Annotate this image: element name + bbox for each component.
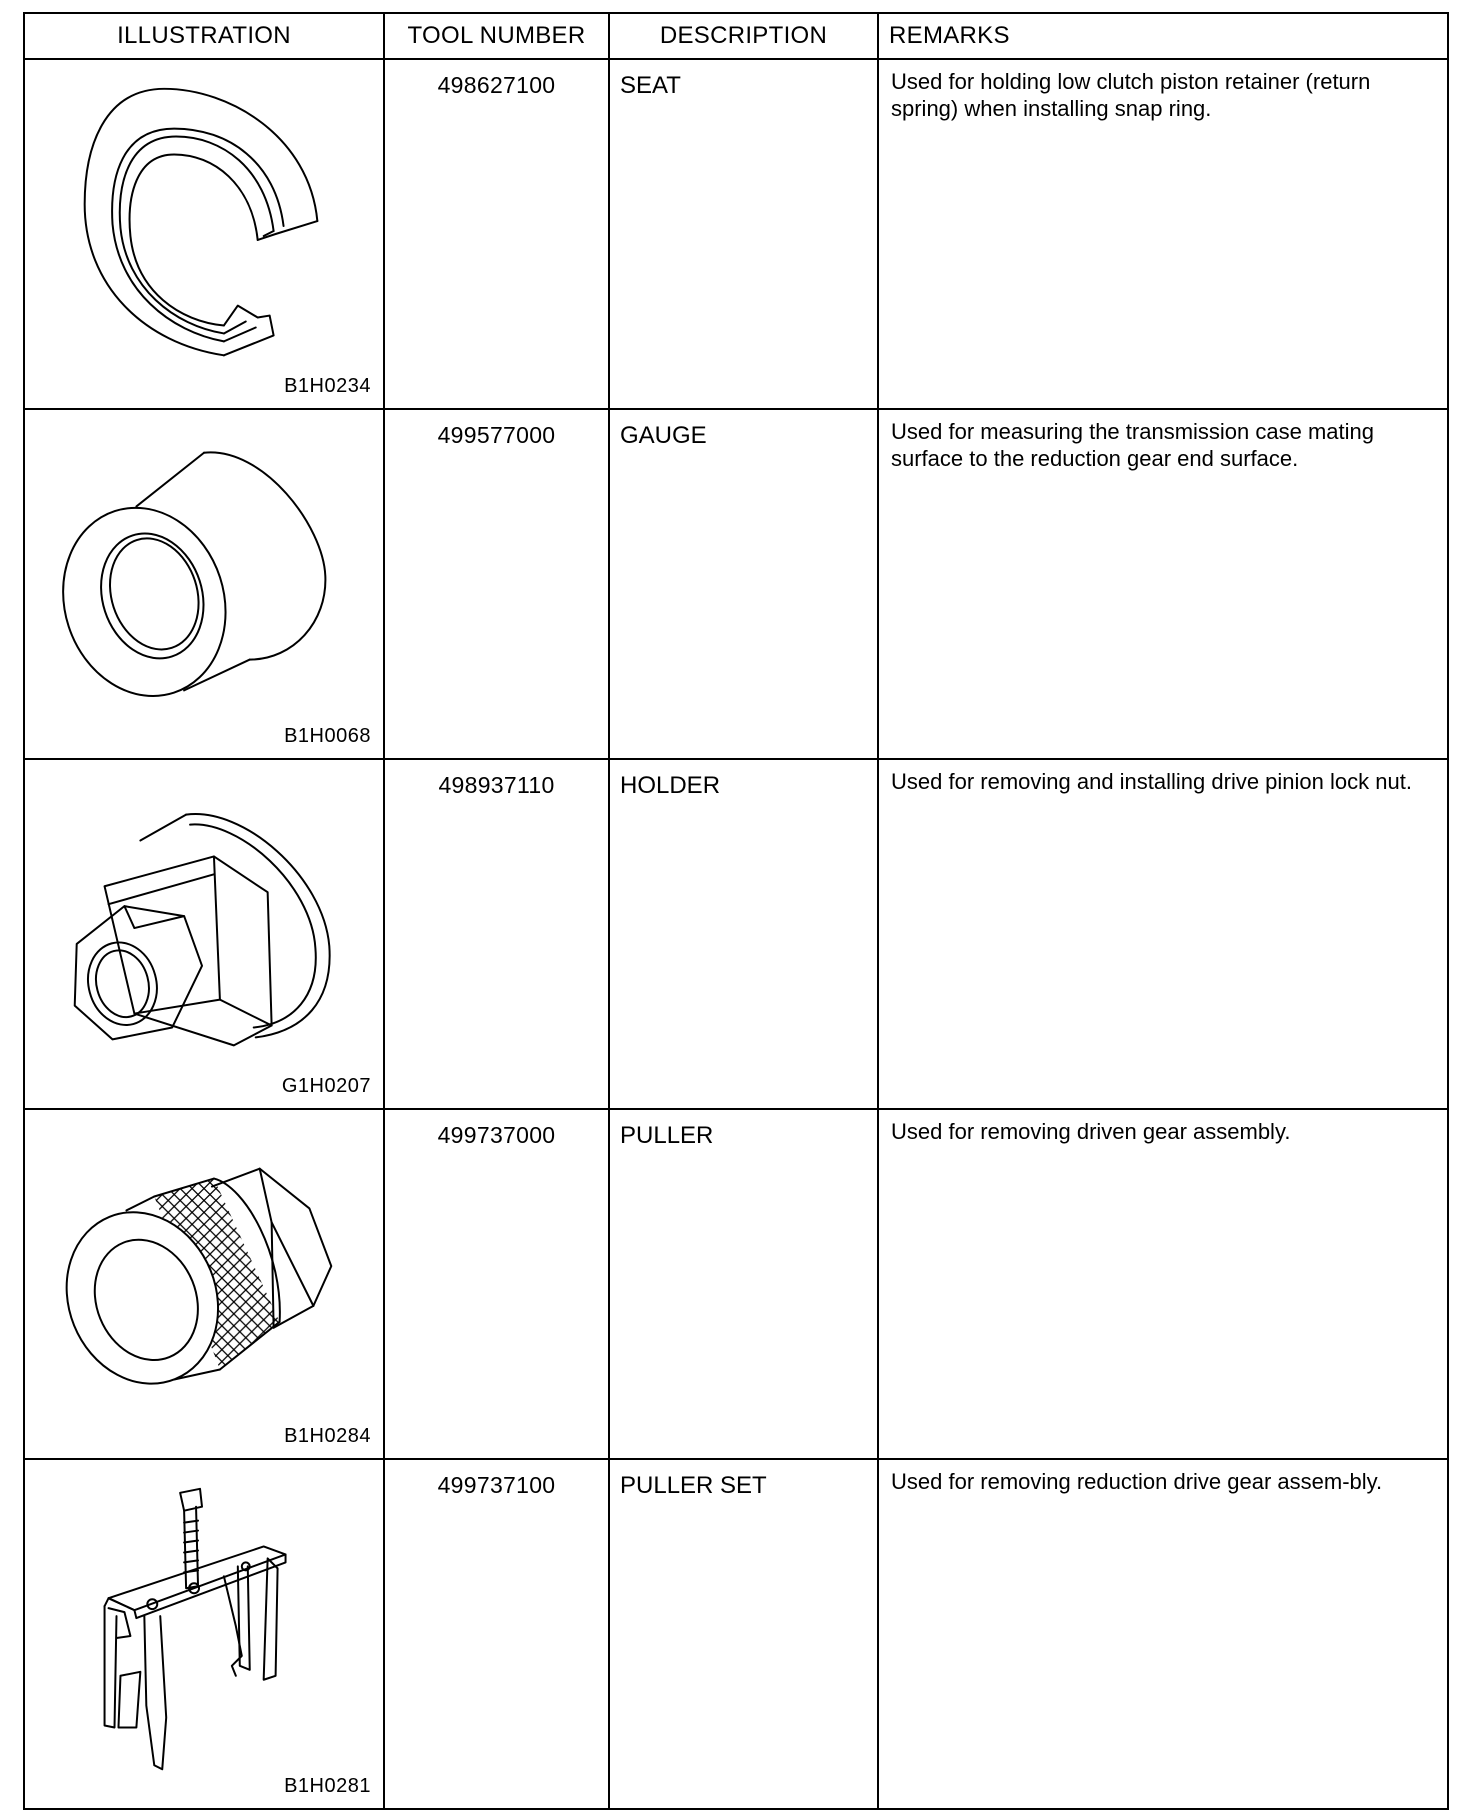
table-row: [24, 1109, 1448, 1459]
puller-knurled-icon: [25, 1110, 383, 1458]
illustration-cell: [24, 1459, 384, 1809]
tool-number: 498627100: [384, 59, 609, 409]
illustration-code: B1H0284: [284, 1425, 371, 1447]
special-tools-table: [23, 12, 1449, 1810]
tool-remarks: Used for removing and installing drive pinion lock nut.: [878, 759, 1448, 1109]
tool-remarks: Used for measuring the transmission case mating surface to the reduction gear end surface.: [878, 409, 1448, 759]
tool-remarks: Used for removing driven gear assembly.: [878, 1109, 1448, 1459]
tool-remarks: Used for removing reduction drive gear assem-bly.: [878, 1459, 1448, 1809]
holder-hex-socket-icon: [25, 760, 383, 1108]
tool-number: 499577000: [384, 409, 609, 759]
seat-ring-icon: [25, 60, 383, 408]
illustration-code: B1H0281: [284, 1775, 371, 1797]
puller-set-icon: [25, 1460, 383, 1808]
tool-description: SEAT: [609, 59, 878, 409]
tool-description: HOLDER: [609, 759, 878, 1109]
header-description: DESCRIPTION: [609, 13, 878, 59]
illustration-cell: [24, 759, 384, 1109]
tool-number: 499737000: [384, 1109, 609, 1459]
table-row: [24, 409, 1448, 759]
table-row: [24, 59, 1448, 409]
header-row: [24, 13, 1448, 59]
illustration-cell: [24, 1109, 384, 1459]
tool-description: PULLER: [609, 1109, 878, 1459]
table-row: [24, 759, 1448, 1109]
header-illustration: ILLUSTRATION: [24, 13, 384, 59]
tool-description: PULLER SET: [609, 1459, 878, 1809]
tool-remarks: Used for holding low clutch piston retainer (return spring) when installing snap ring.: [878, 59, 1448, 409]
tool-description: GAUGE: [609, 409, 878, 759]
illustration-cell: [24, 59, 384, 409]
illustration-code: B1H0234: [284, 375, 371, 397]
illustration-code: G1H0207: [281, 1075, 371, 1097]
header-tool-number: TOOL NUMBER: [384, 13, 609, 59]
header-remarks: REMARKS: [878, 13, 1448, 59]
tool-number: 498937110: [384, 759, 609, 1109]
illustration-cell: [24, 409, 384, 759]
table-row: [24, 1459, 1448, 1809]
gauge-cylinder-icon: [25, 410, 383, 758]
illustration-code: B1H0068: [284, 725, 371, 747]
tool-number: 499737100: [384, 1459, 609, 1809]
